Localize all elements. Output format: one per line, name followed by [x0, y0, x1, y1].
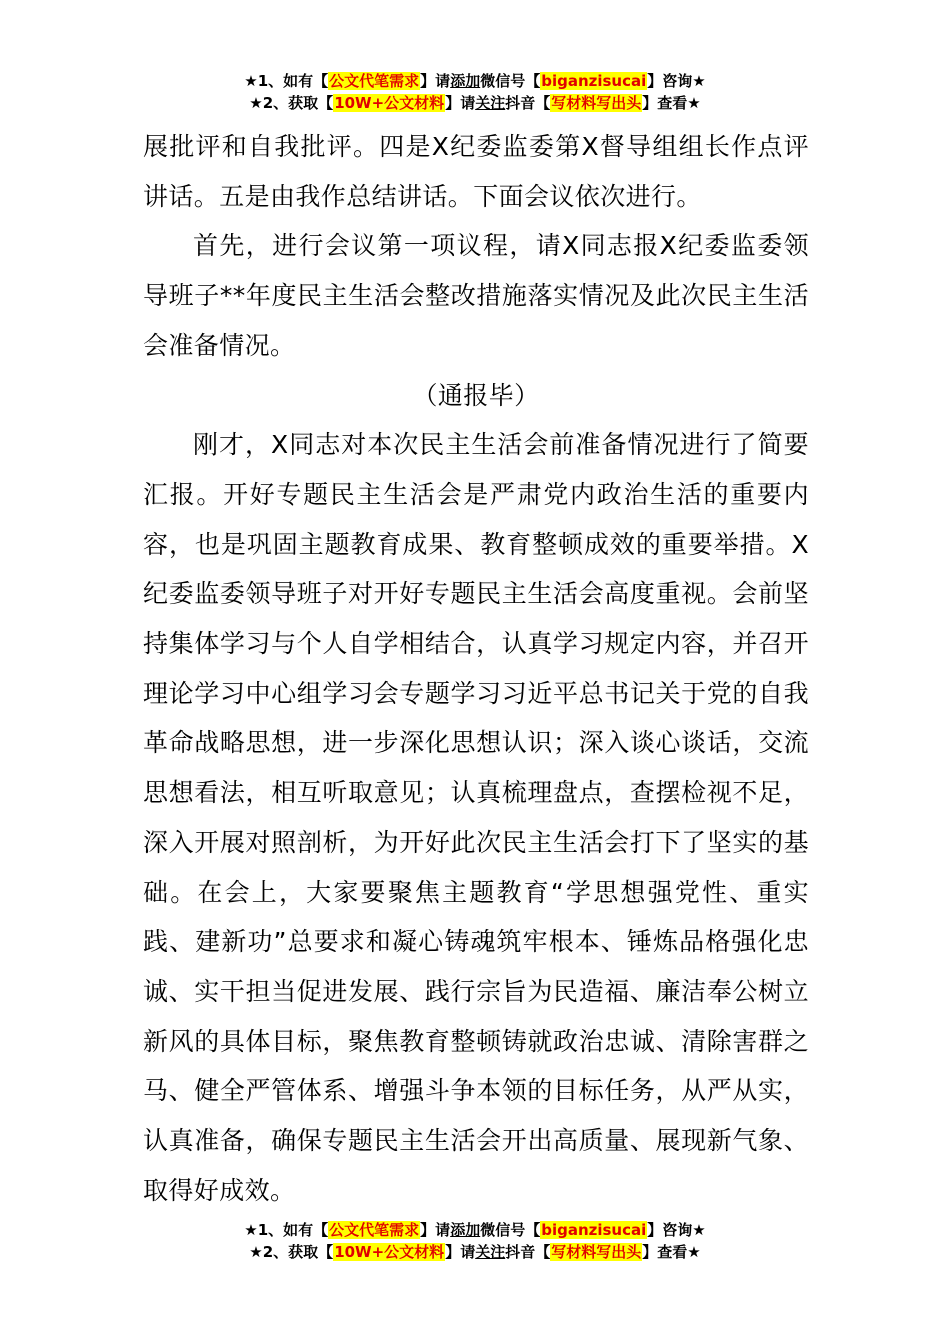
banner-underline: 添加 — [450, 72, 481, 90]
banner-text: 微信号【 — [480, 72, 541, 90]
banner-highlight: 10W+公文材料 — [334, 94, 445, 112]
banner-text: 】咨询★ — [647, 72, 706, 90]
banner-line-2 — [0, 1241, 950, 1263]
banner-text: 】请 — [420, 1221, 451, 1239]
banner-line-2 — [0, 92, 950, 114]
banner-highlight: 10W+公文材料 — [334, 1243, 445, 1261]
header-banner — [0, 70, 950, 114]
footer-banner — [0, 1219, 950, 1263]
banner-text: ★2、获取【 — [249, 94, 334, 112]
banner-highlight: biganzisucai — [541, 72, 647, 90]
banner-text: 抖音【 — [505, 94, 551, 112]
banner-highlight: 公文代笔需求 — [329, 1221, 420, 1239]
banner-text: ★1、如有【 — [244, 72, 329, 90]
banner-text: 】请 — [420, 72, 451, 90]
banner-highlight: 写材料写出头 — [551, 1243, 642, 1261]
banner-text: 微信号【 — [480, 1221, 541, 1239]
paragraph: 首先，进行会议第一项议程，请X同志报X纪委监委领导班子**年度民主生活会整改措施落实情况及此次民主生活会准备情况。 — [143, 231, 809, 360]
banner-underline: 添加 — [450, 1221, 481, 1239]
paragraph-note: （通报毕） — [412, 380, 540, 410]
banner-text: 】咨询★ — [647, 1221, 706, 1239]
banner-highlight: 公文代笔需求 — [329, 72, 420, 90]
banner-text: ★1、如有【 — [244, 1221, 329, 1239]
document-body — [143, 122, 809, 1215]
banner-text: 】请 — [445, 1243, 476, 1261]
paragraph: 展批评和自我批评。四是X纪委监委第X督导组组长作点评讲话。五是由我作总结讲话。下面会议依次进行。 — [143, 132, 809, 211]
banner-text: 】查看★ — [642, 1243, 701, 1261]
paragraph: 刚才，X同志对本次民主生活会前准备情况进行了简要汇报。开好专题民主生活会是严肃党内政治生活的重要内容，也是巩固主题教育成果、教育整顿成效的重要举措。X纪委监委领导班子对开好专题民主生活会高度重视。会前坚持集体学习与个人自学相结合，认真学习规定内容，并召开理论学习中心组学习会专题学习习近平总书记关于党的自我革命战略思想，进一步深化思想认识；深入谈心谈话，交流思想看法，相互听取意见；认真梳理盘点，查摆检视不足，深入开展对照剖析，为开好此次民主生活会打下了坚实的基础。在会上，大家要聚焦主题教育“学思想强党性、重实践、建新功”总要求和凝心铸魂筑牢根本、锤炼品格强化忠诚、实干担当促进发展、践行宗旨为民造福、廉洁奉公树立新风的具体目标，聚焦教育整顿铸就政治忠诚、清除害群之马、健全严管体系、增强斗争本领的目标任务，从严从实，认真准备，确保专题民主生活会开出高质量、展现新气象、取得好成效。 — [143, 430, 809, 1205]
banner-line-1 — [0, 70, 950, 92]
banner-underline: 关注 — [475, 1243, 506, 1261]
banner-text: ★2、获取【 — [249, 1243, 334, 1261]
banner-highlight: biganzisucai — [541, 1221, 647, 1239]
banner-text: 抖音【 — [505, 1243, 551, 1261]
banner-highlight: 写材料写出头 — [551, 94, 642, 112]
banner-text: 】请 — [445, 94, 476, 112]
banner-line-1 — [0, 1219, 950, 1241]
banner-text: 】查看★ — [642, 94, 701, 112]
banner-underline: 关注 — [475, 94, 506, 112]
